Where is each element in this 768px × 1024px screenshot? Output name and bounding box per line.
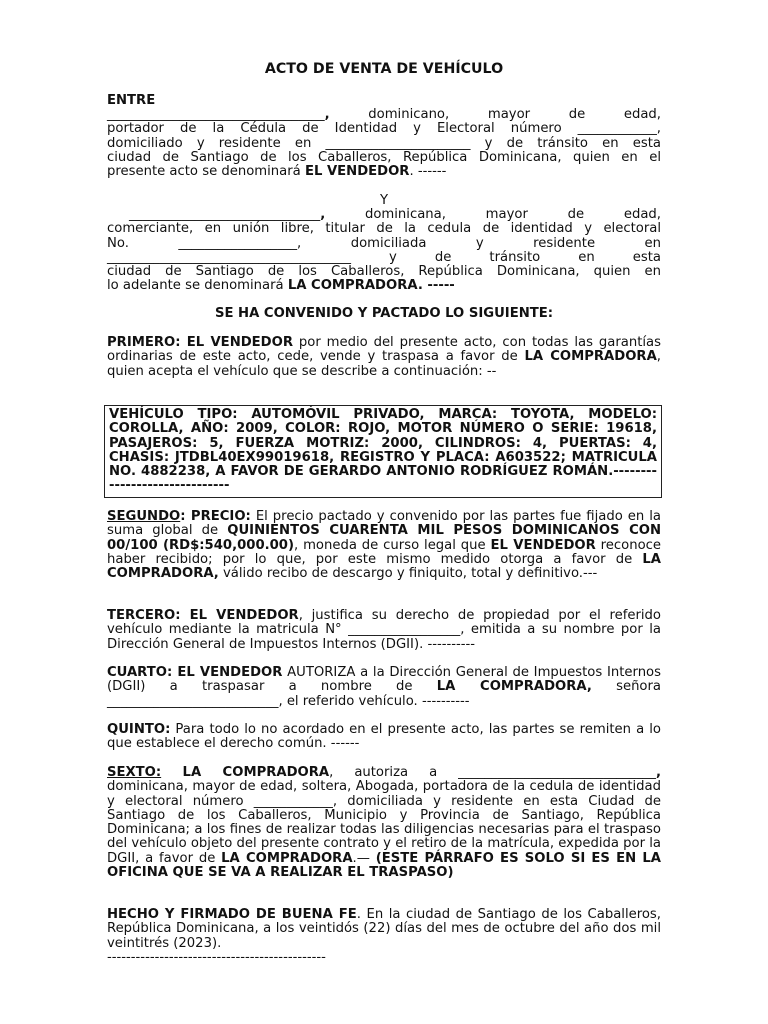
seller-line-3: domiciliado y residente en ______________________ y de tránsito en esta xyxy=(107,135,661,151)
closing-paragraph: HECHO Y FIRMADO DE BUENA FE. En la ciudad de Santiago de los Caballeros, República Dominicana, a los veintidós (22) días del mes de octubre del año dos mil veintitrés (2023). ---------------------------------------------- xyxy=(107,907,661,965)
clause-sexto: SEXTO: LA COMPRADORA, autoriza a ______________________________, dominicana, mayor de edad, soltera, Abogada, portadora de la cedula de identidad y electoral número ____________, domiciliada y residente en esta Ciudad de Santiago de los Caballeros, Municipio y Provincia de Santiago, República Dominicana; a los fines de realizar todas las diligencias necesarias para el traspaso del vehículo objeto del presente contrato y el retiro de la matrícula, expedida por la DGII, a favor de LA COMPRADORA.— (ESTE PÁRRAFO ES SOLO SI ES EN LA OFICINA QUE SE VA A REALIZAR EL TRASPASO) xyxy=(107,765,661,881)
clause-segundo: SEGUNDO: PRECIO: El precio pactado y convenido por las partes fue fijado en la suma global de QUINIENTOS CUARENTA MIL PESOS DOMINICANOS CON 00/100 (RD$:540,000.00), moneda de curso legal que EL VENDEDOR reconoce haber recibido; por lo que, por este mismo medido otorga a favor de LA COMPRADORA, válido recibo de descargo y finiquito, total y definitivo.--- xyxy=(107,509,662,582)
buyer-line-2: comerciante, en unión libre, titular de la cedula de identidad y electoral xyxy=(107,221,661,237)
seller-line-1: _________________________________, dominicano, mayor de edad, xyxy=(107,107,661,122)
buyer-line-6: lo adelante se denominará LA COMPRADORA. ----- xyxy=(107,278,455,294)
buyer-line-5: ciudad de Santiago de los Caballeros, República Dominicana, quien en xyxy=(107,264,661,280)
seller-clause xyxy=(107,108,661,179)
document-title: ACTO DE VENTA DE VEHÍCULO xyxy=(264,61,504,77)
seller-line-2: portador de la Cédula de Identidad y Electoral número ____________, xyxy=(107,121,661,137)
clause-cuarto: CUARTO: EL VENDEDOR AUTORIZA a la Dirección General de Impuestos Internos (DGII) a traspasar a nombre de LA COMPRADORA, señora __________________________, el referido vehículo. ---------- xyxy=(107,665,661,709)
clause-quinto: QUINTO: Para todo lo no acordado en el presente acto, las partes se remiten a lo que establece el derecho común. ------ xyxy=(107,722,661,752)
buyer-clause xyxy=(107,208,661,294)
conjunction-y: Y xyxy=(379,193,389,208)
clause-tercero: TERCERO: EL VENDEDOR, justifica su derecho de propiedad por el referido vehículo mediante la matricula N° _________________, emitida a su nombre por la Dirección General de Impuestos Internos (DGII). ---------- xyxy=(107,608,661,652)
buyer-line-1: _____________________________, dominicana, mayor de edad, xyxy=(129,207,661,222)
buyer-line-3: No. __________________, domiciliada y residente en xyxy=(107,235,661,251)
entre-label: ENTRE xyxy=(107,93,156,108)
seller-line-4: ciudad de Santiago de los Caballeros, República Dominicana, quien en el xyxy=(107,149,661,165)
agreed-heading: SE HA CONVENIDO Y PACTADO LO SIGUIENTE: xyxy=(214,306,554,321)
buyer-line-4: _____________________________________ y de tránsito en esta xyxy=(107,249,661,265)
seller-line-5: presente acto se denominará EL VENDEDOR. ------ xyxy=(107,164,447,180)
vehicle-description-box: VEHÍCULO TIPO: AUTOMÓVIL PRIVADO, MARCA: TOYOTA, MODELO: COROLLA, AÑO: 2009, COLOR: ROJO, MOTOR NÚMERO O SERIE: 19618, PASAJEROS: 5, FUERZA MOTRIZ: 2000, CILINDROS: 4, PUERTAS: 4, CHASIS: JTDBL40EX99019618, REGISTRO Y PLACA: A603522; MATRICULA NO. 4882238, A FAVOR DE GERARDO ANTONIO RODRÍGUEZ ROMÁN.------------------------------ xyxy=(104,405,662,498)
clause-primero: PRIMERO: EL VENDEDOR por medio del presente acto, con todas las garantías ordinarias de este acto, cede, vende y traspasa a favor de LA COMPRADORA, quien acepta el vehículo que se describe a continuación: -- xyxy=(107,335,661,379)
